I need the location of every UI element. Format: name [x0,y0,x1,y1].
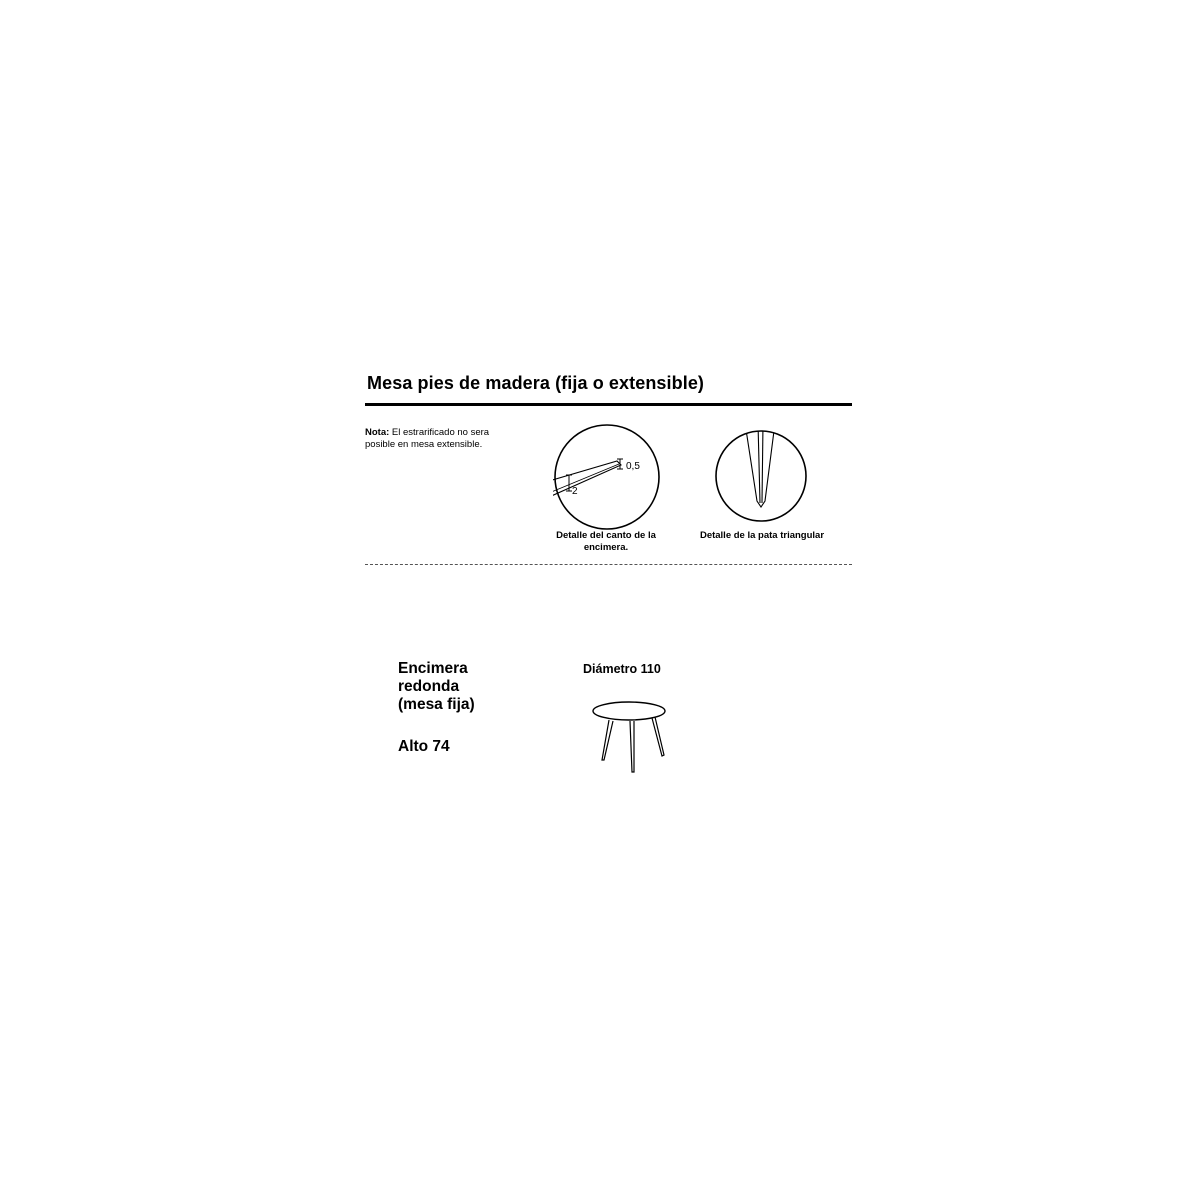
triangular-leg-detail-icon [714,423,824,538]
edge-detail-caption: Detalle del canto de la encimera. [556,530,656,553]
section-divider [365,564,852,565]
page-title: Mesa pies de madera (fija o extensible) [367,373,705,393]
model-name [398,660,475,714]
title-rule [365,403,852,406]
model-name-line: (mesa fija) [398,696,475,713]
model-diameter: Diámetro 110 [583,662,661,676]
note-text: El estrarificado no sera posible en mesa extensible. [365,427,490,450]
model-name-line: redonda [398,678,460,695]
edge-dimension-top: 0,5 [626,461,640,472]
note-prefix: Nota: [365,427,390,438]
model-name-line: Encimera [398,660,468,677]
edge-dimension-bottom: 2 [572,486,578,497]
note [365,427,515,451]
leg-detail-caption: Detalle de la pata triangular [699,530,825,541]
round-table-icon [592,698,682,783]
model-height: Alto 74 [398,738,450,755]
tabletop-edge-detail-icon [553,423,663,538]
